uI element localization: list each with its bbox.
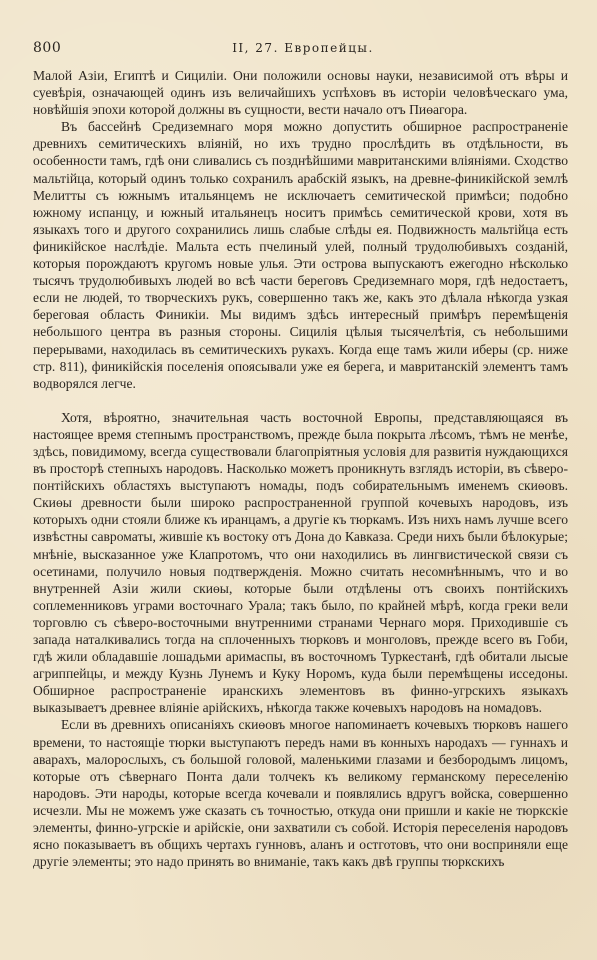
section-gap — [33, 392, 568, 409]
paragraph-continuation: Малой Азіи, Египтѣ и Сициліи. Они положили основы науки, независимой отъ вѣры и суевѣрія, означающей одинъ изъ величайшихъ успѣховъ въ исторіи человѣческаго ума, новѣйшія эпохи которой должны въ сущности, вести начало отъ Пиѳагора. — [33, 68, 568, 118]
page-number: 800 — [33, 40, 62, 56]
paragraph-mediterranean: Въ бассейнѣ Средиземнаго моря можно допустить обширное распространеніе древнихъ семитическихъ вліяній, но ихъ трудно прослѣдить въ отдѣльности, въ особенности тамъ, гдѣ они сливались съ позднѣйшими мавританскими вліяніями. Сходство мальтійца, который одинъ только сохранилъ арабскій языкъ, на древне-финикійской землѣ Мелитты съ южнымъ итальянцемъ не исключаетъ семитической примѣси; подобно южному испанцу, и южный итальянецъ носитъ примѣсь семитической крови, хотя въ языкахъ того и другого сохранились лишь слабые слѣды ея. Подвижность мальтійца есть финикійское наслѣдіе. Мальта есть пчелиный улей, полный трудолюбивыхъ созданій, которыя порождаютъ кругомъ новые улья. Эти острова выпускаютъ ежегодно нѣсколько тысячъ трудолюбивыхъ людей во всѣ части береговъ Средиземнаго моря, гдѣ недостаетъ, если не людей, то творческихъ рукъ, совершенно такъ же, какъ это дѣлала нѣкогда узкая береговая область Финикіи. Мы видимъ здѣсь интересный примѣръ перемѣщенія небольшого центра въ разныя стороны. Сицилія цѣлыя тысячелѣтія, съ небольшими перерывами, находилась въ семитическихъ рукахъ. Когда еще тамъ жили иберы (ср. ниже стр. 811), финикійскія поселенія опоясывали уже ея берега, и мавританскій элементъ тамъ водворялся легче. — [33, 119, 568, 391]
page-header — [33, 40, 573, 60]
running-head: II, 27. Европейцы. — [232, 41, 374, 55]
paragraph-scythians: Хотя, вѣроятно, значительная часть восточной Европы, представляющаяся въ настоящее время степнымъ пространствомъ, прежде была покрыта лѣсомъ, тѣмъ не менѣе, здѣсь, повидимому, всегда существовали благопріятныя условія для развитія нуждающихся въ просторѣ степныхъ народовъ. Насколько можетъ проникнуть взглядъ исторіи, въ сѣверо-понтійскихъ областяхъ выступаютъ номады, подъ собирательнымъ именемъ скиѳовъ. Скиѳы древности были широко распространенной группой кочевыхъ народовъ, изъ которыхъ одни стояли ближе къ иранцамъ, а другіе къ тюркамъ. Изъ нихъ намъ лучше всего извѣстны савроматы, жившіе къ востоку отъ Дона до Кавказа. Среди нихъ были бѣлокурые; мнѣніе, высказанное уже Клапротомъ, что они находились въ лингвистической связи съ осетинами, получило новыя подтвержденія. Можно считать несомнѣннымъ, что и во внутренней Азіи жили скиѳы, которые были отдѣлены отъ своихъ понтійскихъ соплеменниковъ уграми восточнаго Урала; такъ было, по крайней мѣрѣ, когда греки вели торговлю съ сѣверо-восточными внутренними странами Чернаго моря. Приходившіе съ запада наталкивались тогда на сплоченныхъ тюрковъ и монголовъ, прежде всего въ Гоби, гдѣ жили обладавшіе лошадьми аримаспы, въ восточномъ Туркестанѣ, гдѣ обитали лысые агриппейцы, и между Кузнь Лунемъ и Куку Норомъ, куда были перемѣщены исседоны. Обширное распространеніе иранскихъ элементовъ въ финно-угрскихъ языкахъ выказываетъ древнее вліяніе арійскихъ, нѣкогда также кочевыхъ народовъ на номадовъ. — [33, 409, 568, 716]
paragraph-turks: Если въ древнихъ описаніяхъ скиѳовъ многое напоминаетъ кочевыхъ тюрковъ нашего времени, то настоящіе тюрки выступаютъ передъ нами въ конныхъ народахъ — гуннахъ и аварахъ, малорослыхъ, съ большой головой, маленькими глазами и безбородымъ лицомъ, которые отъ сѣвернаго Понта дали толчекъ къ великому германскому переселенію народовъ. Эти народы, которые всегда кочевали и появлялись вдругъ войска, совершенно исчезли. Мы не можемъ уже сказать съ точностью, откуда они пришли и какіе не тюркскіе элементы, финно-угрскіе и арійскіе, они захватили съ собой. Исторія переселенія народовъ ясно показываетъ въ общихъ чертахъ гунновъ, аланъ и остготовъ, что они восприняли еще другіе элементы; это надо принять во вниманіе, такъ какъ двѣ группы тюркскихъ — [33, 717, 568, 870]
body-text — [33, 67, 568, 870]
